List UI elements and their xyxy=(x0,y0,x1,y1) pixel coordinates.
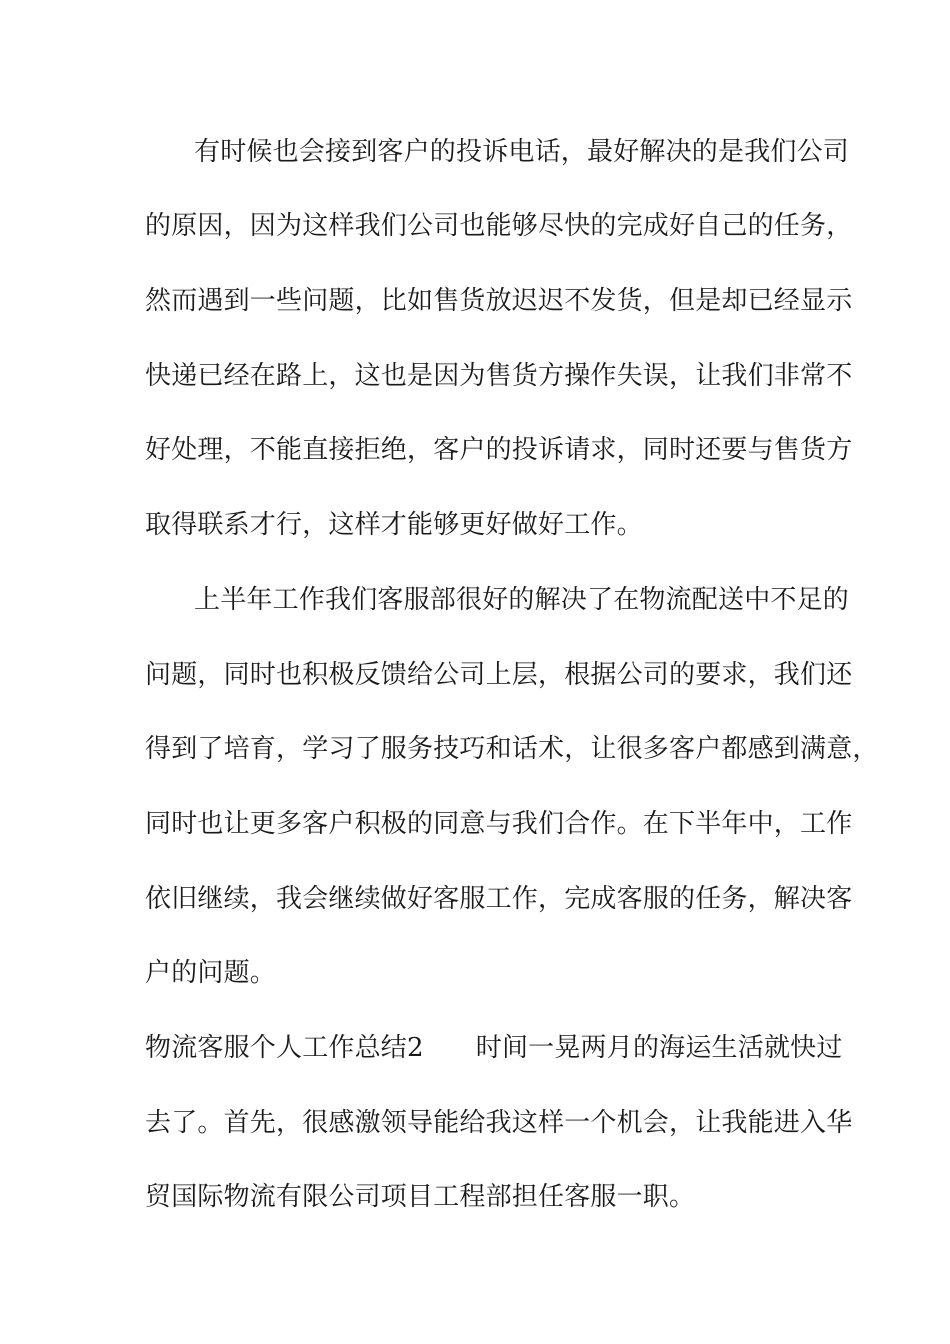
section-heading: 物流客服个人工作总结2 xyxy=(145,1033,424,1063)
paragraph-2-line-5: 依旧继续，我会继续做好客服工作，完成客服的任务，解决客 xyxy=(145,884,853,914)
paragraph-1-line-5: 好处理，不能直接拒绝，客户的投诉请求，同时还要与售货方 xyxy=(145,435,853,465)
paragraph-1-line-2: 的原因，因为这样我们公司也能够尽快的完成好自己的任务， xyxy=(145,211,853,241)
paragraph-1-line-4: 快递已经在路上，这也是因为售货方操作失误，让我们非常不 xyxy=(145,361,853,391)
paragraph-2-line-4: 同时也让更多客户积极的同意与我们合作。在下半年中，工作 xyxy=(145,809,853,839)
paragraph-1-line-3: 然而遇到一些问题，比如售货放迟迟不发货，但是却已经显示 xyxy=(145,286,853,316)
paragraph-3-line-1 xyxy=(145,1028,843,1068)
paragraph-2-line-3: 得到了培育，学习了服务技巧和话术，让很多客户都感到满意， xyxy=(145,734,879,764)
paragraph-3-line-2: 去了。首先，很感激领导能给我这样一个机会，让我能进入华 xyxy=(145,1108,853,1138)
paragraph-2-line-6: 户的问题。 xyxy=(145,958,277,988)
paragraph-1-line-1: 有时候也会接到客户的投诉电话，最好解决的是我们公司 xyxy=(194,137,850,167)
paragraph-2-line-2: 问题，同时也积极反馈给公司上层，根据公司的要求，我们还 xyxy=(145,660,853,690)
paragraph-1-line-6: 取得联系才行，这样才能够更好做好工作。 xyxy=(145,510,643,540)
paragraph-3-line-1-text: 时间一晃两月的海运生活就快过 xyxy=(475,1033,843,1063)
paragraph-2-line-1: 上半年工作我们客服部很好的解决了在物流配送中不足的 xyxy=(194,585,850,615)
paragraph-3-line-3: 贸国际物流有限公司项目工程部担任客服一职。 xyxy=(145,1182,696,1212)
